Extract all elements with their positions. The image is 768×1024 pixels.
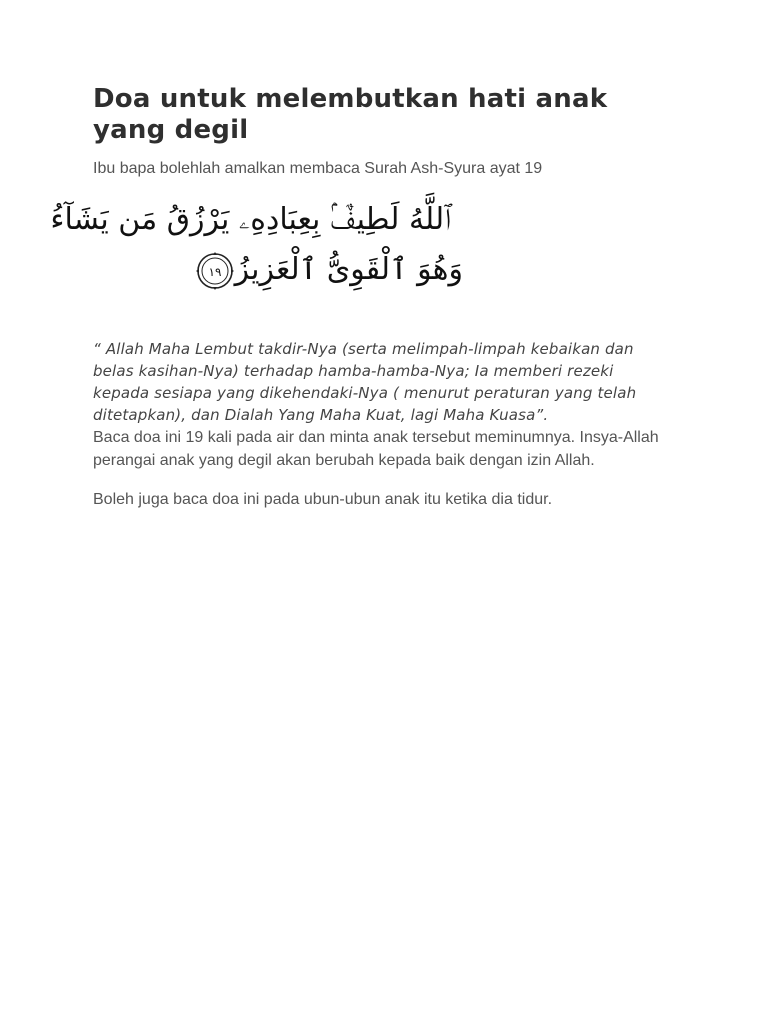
verse-line-2-text: وَهُوَ ٱلْقَوِىُّ ٱلْعَزِيزُ <box>234 252 463 287</box>
verse-translation: “ Allah Maha Lembut takdir-Nya (serta melimpah-limpah kebaikan dan belas kasihan-Nya) terhadap hamba-hamba-Nya; Ia memberi rezeki kepada sesiapa yang dikehendaki-Nya ( menurut peraturan yang telah ditetapkan), dan Dialah Yang Maha Kuat, lagi Maha Kuasa”. <box>93 340 637 424</box>
ayah-end-marker <box>195 251 235 291</box>
ayah-number: ١٩ <box>208 264 222 279</box>
verse-line-2 <box>185 248 463 292</box>
alternative-paragraph: Boleh juga baca doa ini pada ubun-ubun anak itu ketika dia tidur. <box>93 491 553 508</box>
intro-text: Ibu bapa bolehlah amalkan membaca Surah Ash-Syura ayat 19 <box>93 160 543 177</box>
ayah-medallion-icon <box>195 251 235 291</box>
article-title: Doa untuk melembutkan hati anak yang degil <box>93 84 608 145</box>
verse-line-1: ٱللَّهُ لَطِيفٌۢ بِعِبَادِهِۦ يَرْزُقُ مَن يَشَآءُ <box>50 202 451 237</box>
instruction-paragraph: Baca doa ini 19 kali pada air dan minta anak tersebut meminumnya. Insya-Allah perangai anak yang degil akan berubah kepada baik dengan izin Allah. <box>93 429 659 469</box>
verse-image <box>50 198 463 298</box>
article-content <box>50 84 663 511</box>
